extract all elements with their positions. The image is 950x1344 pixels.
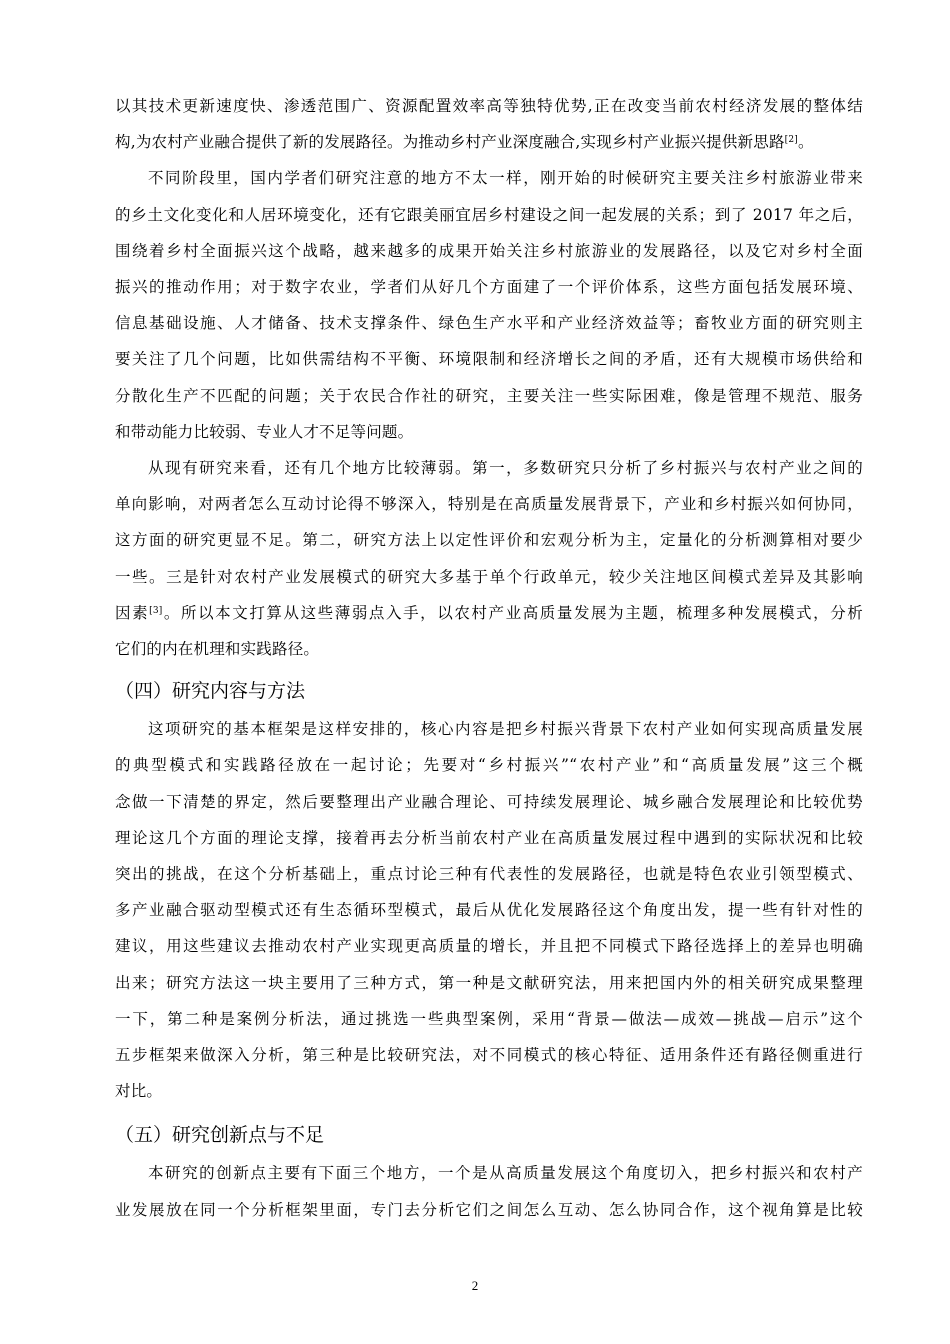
paragraph-research-gaps [115, 450, 863, 667]
text-line: 本研究的创新点主要有下面三个地方，一个是从高质量发展这个角度切入，把乡村振兴和农村产 [148, 1164, 863, 1183]
text-span: 因素 [115, 603, 150, 622]
text-line: 这方面的研究更显不足。第二，研究方法上以定性评价和宏观分析为主，定量化的分析测算相对要少 [115, 531, 863, 550]
citation-ref: [2] [784, 135, 799, 146]
text-span: 构,为农村产业融合提供了新的发展路径。为推动乡村产业深度融合,实现乡村产业振兴提供新思路 [115, 133, 785, 152]
paragraph-innovation [115, 1155, 863, 1227]
text-line: 念做一下清楚的界定，然后要整理出产业融合理论、可持续发展理论、城乡融合发展理论和比较优势 [115, 792, 863, 811]
text-line: 它们的内在机理和实践路径。 [115, 640, 320, 659]
text-line [115, 124, 863, 160]
text-line: 的典型模式和实践路径放在一起讨论；先要对“乡村振兴”“农村产业”和“高质量发展”这三个概 [115, 756, 863, 775]
text-line: 不同阶段里，国内学者们研究注意的地方不太一样，刚开始的时候研究主要关注乡村旅游业带来 [148, 169, 863, 188]
text-line: 一些。三是针对农村产业发展模式的研究大多基于单个行政单元，较少关注地区间模式差异及其影响 [115, 567, 863, 586]
text-line: 和带动能力比较弱、专业人才不足等问题。 [115, 422, 414, 441]
text-line: 业发展放在同一个分析框架里面，专门去分析它们之间怎么互动、怎么协同合作，这个视角算是比较 [115, 1200, 863, 1219]
text-line: 单向影响，对两者怎么互动讨论得不够深入，特别是在高质量发展背景下，产业和乡村振兴如何协同， [115, 495, 863, 514]
paragraph-literature-stages [115, 160, 863, 450]
text-line: 理论这几个方面的理论支撑，接着再去分析当前农村产业在高质量发展过程中遇到的实际状况和比较 [115, 828, 863, 847]
text-line: 从现有研究来看，还有几个地方比较薄弱。第一，多数研究只分析了乡村振兴与农村产业之间的 [148, 459, 863, 478]
text-line: 以其技术更新速度快、渗透范围广、资源配置效率高等独特优势,正在改变当前农村经济发展的整体结 [115, 97, 863, 115]
text-line: 这项研究的基本框架是这样安排的，核心内容是把乡村振兴背景下农村产业如何实现高质量发展 [148, 720, 863, 739]
text-line: 分散化生产不匹配的问题；关于农民合作社的研究，主要关注一些实际困难，像是管理不规范、服务 [115, 386, 863, 405]
text-line: 围绕着乡村全面振兴这个战略，越来越多的成果开始关注乡村旅游业的发展路径，以及它对乡村全面 [115, 241, 863, 260]
section-heading-content-methods: （四）研究内容与方法 [115, 680, 306, 703]
text-line [115, 595, 863, 631]
paragraph-digital-economy [115, 88, 863, 160]
paragraph-content-methods [115, 711, 863, 1109]
text-span: 。 [798, 133, 814, 152]
text-line: 突出的挑战，在这个分析基础上，重点讨论三种有代表性的发展路径，也就是特色农业引领型模式、 [115, 865, 863, 884]
citation-ref: [3] [149, 605, 163, 616]
text-line: 建议，用这些建议去推动农村产业实现更高质量的增长，并且把不同模式下路径选择上的差异也明确 [115, 937, 863, 956]
document-page [115, 88, 863, 1228]
text-line: 的乡土文化变化和人居环境变化，还有它跟美丽宜居乡村建设之间一起发展的关系；到了 2017 年之后， [115, 205, 863, 224]
page-number: 2 [471, 1278, 479, 1293]
text-line: 振兴的推动作用；对于数字农业，学者们从好几个方面建了一个评价体系，这些方面包括发展环境、 [115, 278, 863, 297]
section-heading-innovation: （五）研究创新点与不足 [115, 1124, 325, 1147]
text-line: 要关注了几个问题，比如供需结构不平衡、环境限制和经济增长之间的矛盾，还有大规模市场供给和 [115, 350, 863, 369]
text-line: 对比。 [115, 1082, 163, 1101]
text-line: 五步框架来做深入分析，第三种是比较研究法，对不同模式的核心特征、适用条件还有路径侧重进行 [115, 1046, 863, 1065]
text-line: 信息基础设施、人才储备、技术支撑条件、绿色生产水平和产业经济效益等；畜牧业方面的研究则主 [115, 314, 863, 333]
text-line: 出来；研究方法这一块主要用了三种方式，第一种是文献研究法，用来把国内外的相关研究成果整理 [115, 973, 863, 992]
text-line: 多产业融合驱动型模式还有生态循环型模式，最后从优化发展路径这个角度出发，提一些有针对性的 [115, 901, 863, 920]
text-span: 。所以本文打算从这些薄弱点入手，以农村产业高质量发展为主题，梳理多种发展模式，分析 [162, 603, 863, 622]
text-line: 一下，第二种是案例分析法，通过挑选一些典型案例，采用“背景—做法—成效—挑战—启示”这个 [115, 1009, 863, 1028]
